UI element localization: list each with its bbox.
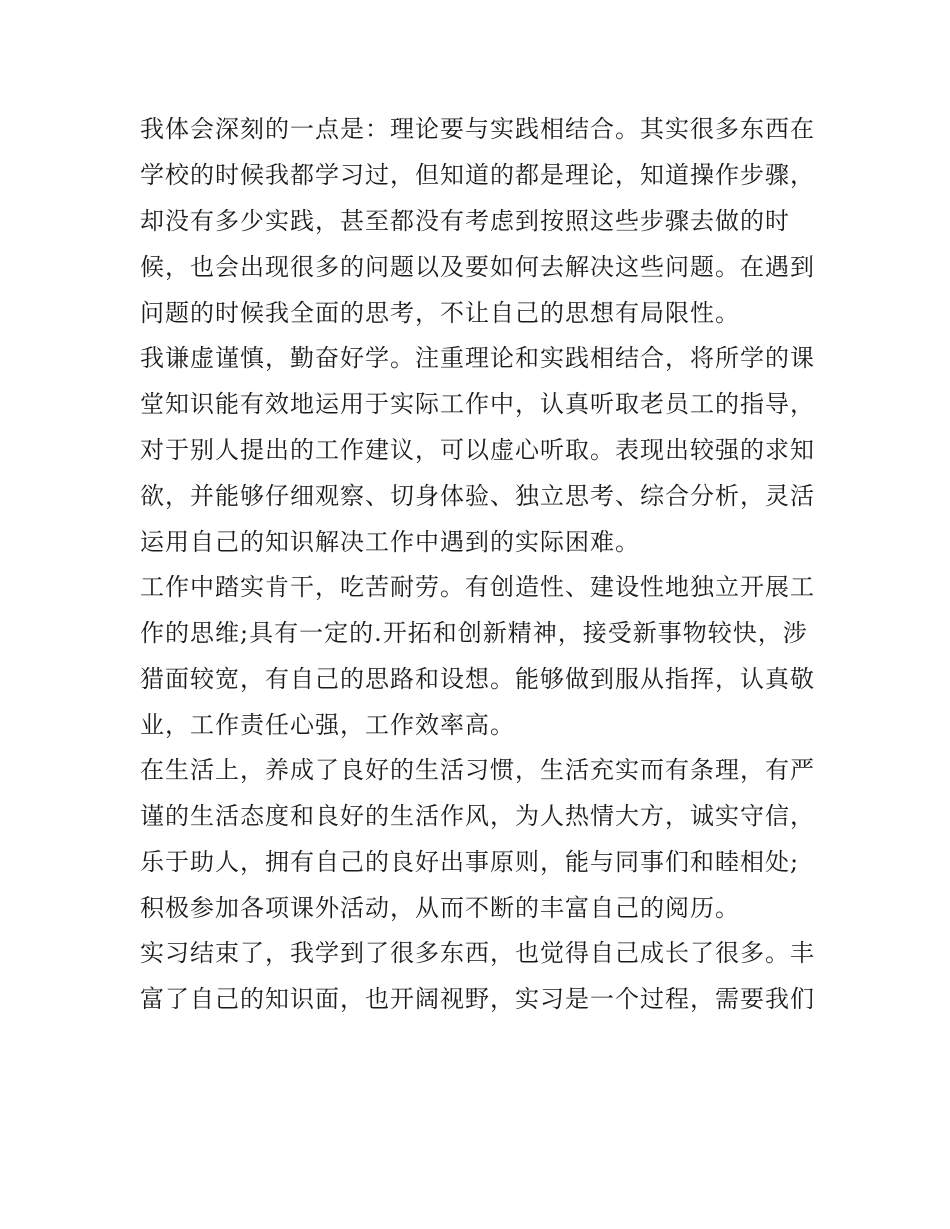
text-line: 我谦虚谨慎，勤奋好学。注重理论和实践相结合，将所学的课 — [140, 344, 815, 372]
text-line: 富了自己的知识面，也开阔视野，实习是一个过程，需要我们 — [140, 985, 815, 1013]
text-line: 对于别人提出的工作建议，可以虚心听取。表现出较强的求知 — [140, 436, 815, 464]
paragraph-4 — [140, 747, 830, 931]
paragraph-1 — [140, 106, 830, 336]
text-line: 候，也会出现很多的问题以及要如何去解决这些问题。在遇到 — [140, 253, 815, 281]
text-line: 却没有多少实践，甚至都没有考虑到按照这些步骤去做的时 — [140, 207, 790, 235]
paragraph-2 — [140, 335, 830, 565]
text-line: 业，工作责任心强，工作效率高。 — [140, 711, 515, 739]
text-line: 堂知识能有效地运用于实际工作中，认真听取老员工的指导， — [140, 390, 815, 418]
paragraph-3 — [140, 564, 830, 748]
text-line: 我体会深刻的一点是：理论要与实践相结合。其实很多东西在 — [140, 115, 815, 143]
document-body — [140, 106, 830, 1022]
text-line: 作的思维;具有一定的.开拓和创新精神，接受新事物较快，涉 — [140, 619, 808, 647]
paragraph-5 — [140, 930, 830, 1022]
text-line: 积极参加各项课外活动，从而不断的丰富自己的阅历。 — [140, 894, 740, 922]
text-line: 运用自己的知识解决工作中遇到的实际困难。 — [140, 528, 640, 556]
text-line: 欲，并能够仔细观察、切身体验、独立思考、综合分析，灵活 — [140, 482, 815, 510]
text-line: 问题的时候我全面的思考，不让自己的思想有局限性。 — [140, 299, 740, 327]
text-line: 学校的时候我都学习过，但知道的都是理论，知道操作步骤， — [140, 161, 815, 189]
text-line: 乐于助人，拥有自己的良好出事原则，能与同事们和睦相处; — [140, 848, 800, 876]
text-line: 工作中踏实肯干，吃苦耐劳。有创造性、建设性地独立开展工 — [140, 573, 815, 601]
text-line: 猎面较宽，有自己的思路和设想。能够做到服从指挥，认真敬 — [140, 665, 815, 693]
text-line: 谨的生活态度和良好的生活作风，为人热情大方，诚实守信， — [140, 802, 815, 830]
text-line: 在生活上，养成了良好的生活习惯，生活充实而有条理，有严 — [140, 756, 815, 784]
text-line: 实习结束了，我学到了很多东西，也觉得自己成长了很多。丰 — [140, 939, 815, 967]
